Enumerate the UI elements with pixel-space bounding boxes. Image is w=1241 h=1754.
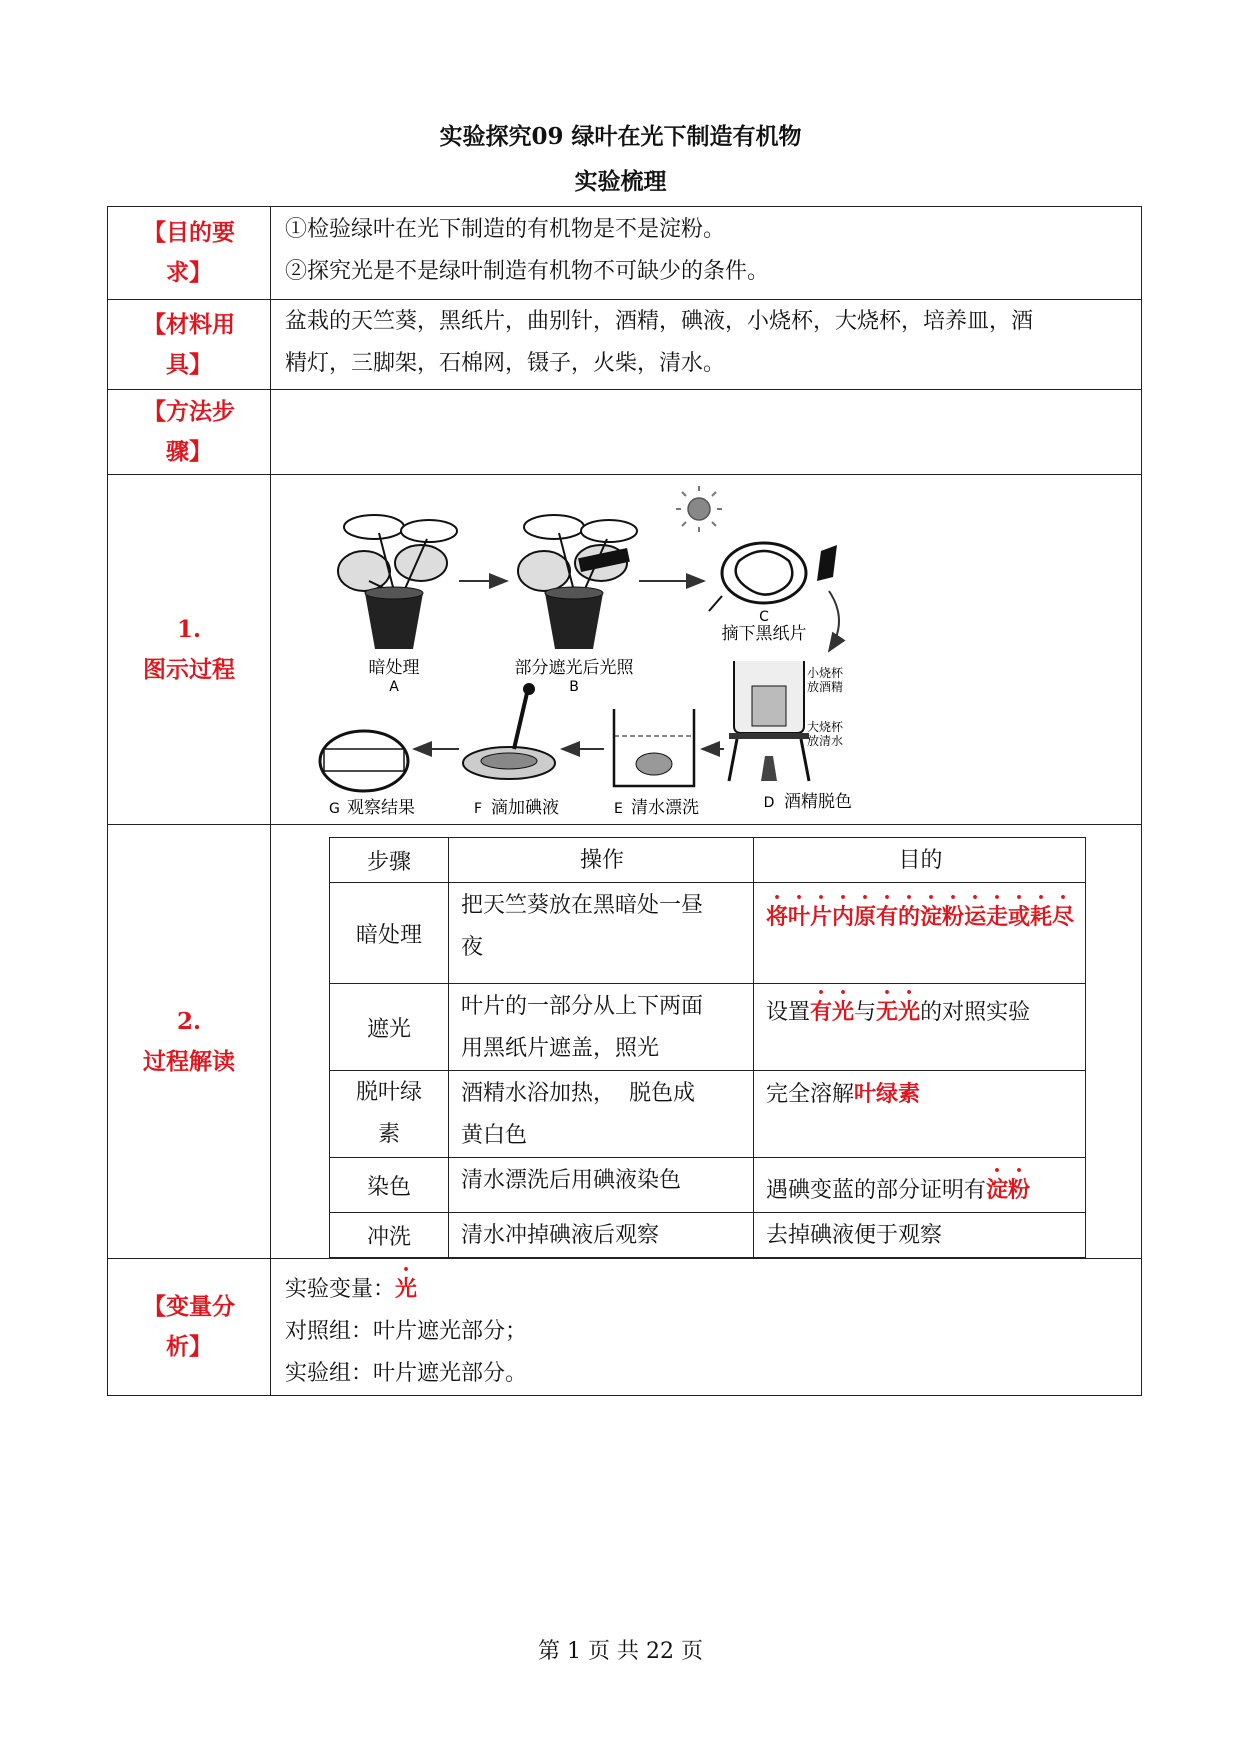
row-diagram <box>108 475 1142 825</box>
label-c-letter: C <box>759 609 769 625</box>
purpose-content <box>271 207 1142 300</box>
method-content <box>271 390 1142 475</box>
materials-label: 【材料用 具】 <box>108 300 271 390</box>
header-purpose: 目的 <box>754 838 1086 883</box>
label-d-text: 酒精脱色 <box>784 792 852 812</box>
table-row <box>330 1158 1086 1213</box>
dish-f-icon <box>463 683 555 779</box>
row-method <box>108 390 1142 475</box>
operation-cell: 把天竺葵放在黑暗处一昼 夜 <box>449 883 754 984</box>
label-small-beaker-2: 放酒精 <box>807 680 844 694</box>
operation-cell: 叶片的一部分从上下两面 用黑纸片遮盖，照光 <box>449 984 754 1071</box>
table-row <box>330 984 1086 1071</box>
method-label: 【方法步 骤】 <box>108 390 271 475</box>
label-e-letter: E <box>614 801 623 817</box>
materials-content <box>271 300 1142 390</box>
label-a-letter: A <box>389 679 399 695</box>
operation-cell: 清水冲掉碘液后观察 <box>449 1213 754 1258</box>
process-label: 2. 过程解读 <box>108 825 271 1259</box>
plant-b-icon <box>518 515 637 649</box>
table-row <box>330 1213 1086 1258</box>
label-d-letter: D <box>763 795 775 811</box>
purpose-cell: 设置有光与无光的对照实验 <box>754 984 1086 1071</box>
row-process <box>108 825 1142 1259</box>
step-cell: 染色 <box>330 1158 449 1213</box>
purpose-cell: 将叶片内原有的淀粉运走或耗尽 <box>754 883 1086 984</box>
label-f-letter: F <box>474 801 483 817</box>
step-cell: 冲洗 <box>330 1213 449 1258</box>
variable-line: 实验变量：光 <box>285 1276 418 1302</box>
table-row <box>330 883 1086 984</box>
diagram-cell <box>271 475 1142 825</box>
diagram-label: 1. 图示过程 <box>108 475 271 825</box>
process-cell <box>271 825 1142 1259</box>
variable-label: 【变量分 析】 <box>108 1259 271 1396</box>
variable-value: 光 <box>395 1276 418 1302</box>
step-cell: 遮光 <box>330 984 449 1071</box>
experiment-table <box>107 206 1142 1396</box>
process-table <box>329 837 1086 1258</box>
label-e-text: 清水漂洗 <box>631 798 699 818</box>
operation-cell: 酒精水浴加热， 脱色成 黄白色 <box>449 1071 754 1158</box>
purpose-cell: 完全溶解叶绿素 <box>754 1071 1086 1158</box>
label-g-letter: G <box>329 801 340 817</box>
leaf-c-icon <box>709 543 837 611</box>
step-cell: 脱叶绿 素 <box>330 1071 449 1158</box>
experiment-group-line: 实验组：叶片遮光部分。 <box>285 1361 528 1386</box>
plant-a-icon <box>338 515 457 649</box>
beaker-e-icon <box>614 709 694 786</box>
label-c-text: 摘下黑纸片 <box>721 624 807 644</box>
section-subtitle: 实验梳理 <box>574 168 667 195</box>
label-g-text: 观察结果 <box>347 798 415 818</box>
materials-line-1: 盆栽的天竺葵，黑纸片，曲别针，酒精，碘液，小烧杯，大烧杯，培养皿，酒 <box>285 309 1034 334</box>
label-f-text: 滴加碘液 <box>491 798 559 818</box>
label-b-letter: B <box>569 679 579 695</box>
table-row <box>330 1071 1086 1158</box>
leaf-g-icon <box>320 731 408 791</box>
process-header-row <box>330 838 1086 883</box>
control-group-line: 对照组：叶片遮光部分； <box>285 1319 528 1344</box>
purpose-line-2: ②探究光是不是绿叶制造有机物不可缺少的条件。 <box>285 259 770 284</box>
variable-content <box>271 1259 1142 1396</box>
label-big-beaker-2: 放清水 <box>807 734 844 748</box>
water-bath-d-icon <box>729 661 809 781</box>
header-step: 步骤 <box>330 838 449 883</box>
row-variable <box>108 1259 1142 1396</box>
label-a-text: 暗处理 <box>368 658 420 678</box>
sun-icon <box>676 486 722 532</box>
purpose-cell: 遇碘变蓝的部分证明有淀粉 <box>754 1158 1086 1213</box>
purpose-line-1: ①检验绿叶在光下制造的有机物是不是淀粉。 <box>285 217 726 242</box>
purpose-label: 【目的要 求】 <box>108 207 271 300</box>
step-cell: 暗处理 <box>330 883 449 984</box>
row-purpose <box>108 207 1142 300</box>
process-diagram <box>309 481 929 821</box>
operation-cell: 清水漂洗后用碘液染色 <box>449 1158 754 1213</box>
purpose-cell: 去掉碘液便于观察 <box>754 1213 1086 1258</box>
label-small-beaker-1: 小烧杯 <box>807 666 844 680</box>
page-footer: 第 1 页 共 22 页 <box>538 1639 703 1664</box>
row-materials <box>108 300 1142 390</box>
materials-line-2: 精灯，三脚架，石棉网，镊子，火柴，清水。 <box>285 351 726 376</box>
label-big-beaker-1: 大烧杯 <box>807 720 844 734</box>
label-b-text: 部分遮光后光照 <box>514 658 634 678</box>
header-operation: 操作 <box>449 838 754 883</box>
document-title: 实验探究09 绿叶在光下制造有机物 <box>439 123 802 150</box>
